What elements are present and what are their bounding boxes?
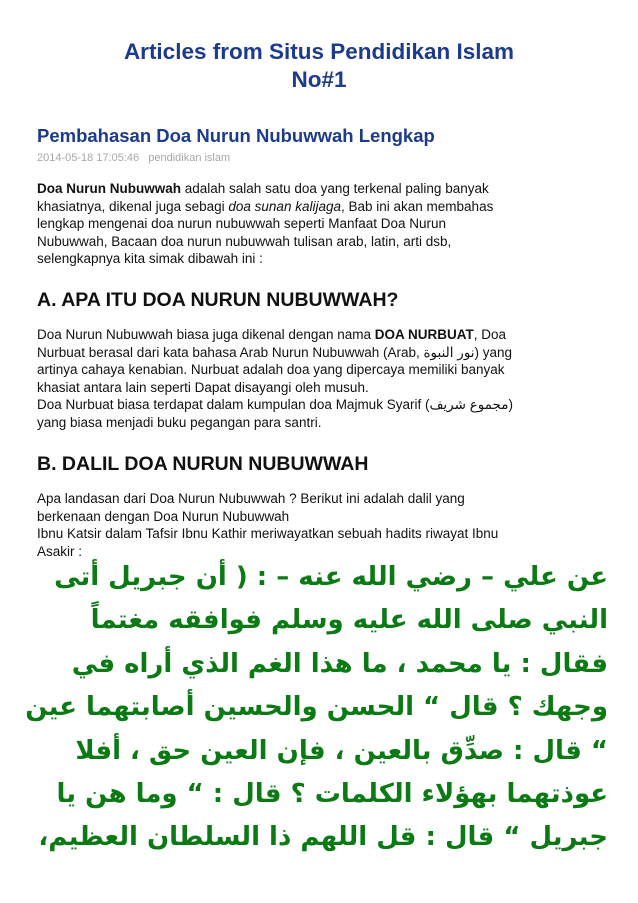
intro-line-4: Nubuwwah, Bacaan doa nurun nubuwwah tulisan arab, latin, arti dsb, xyxy=(37,233,452,249)
article-title: Pembahasan Doa Nurun Nubuwwah Lengkap xyxy=(37,125,435,146)
intro-line-2-text-b: , Bab ini akan membahas xyxy=(340,198,494,214)
section-b-line-3: Ibnu Katsir dalam Tafsir Ibnu Kathir meriwayatkan sebuah hadits riwayat Ibnu xyxy=(37,526,499,541)
arabic-line-6: عوذتهما بهؤلاء الكلمات ؟ قال : “ وما هن يا xyxy=(56,778,608,809)
intro-line-5: selengkapnya kita simak dibawah ini : xyxy=(37,251,263,266)
arabic-line-5: “ قال : صدِّق بالعين ، فإن العين حق ، أفلا xyxy=(75,735,608,766)
section-b-line-2: berkenaan dengan Doa Nurun Nubuwwah xyxy=(37,508,290,524)
intro-bold-term: Doa Nurun Nubuwwah xyxy=(37,181,181,196)
arabic-hadith-text xyxy=(25,556,608,860)
section-a-line-1 xyxy=(37,326,513,344)
section-a-line-2 xyxy=(37,344,513,362)
intro-line-3: lengkap mengenai doa nurun nubuwwah seperti Manfaat Doa Nurun xyxy=(37,216,447,231)
section-a-paragraph xyxy=(37,326,513,431)
arabic-line-7: جبريل “ قال : قل اللهم ذا السلطان العظيم، xyxy=(38,822,608,853)
section-b-line-4: Asakir : xyxy=(37,543,83,559)
document-title-line-1: Articles from Situs Pendidikan Islam xyxy=(123,39,515,64)
section-b-paragraph xyxy=(37,490,498,560)
section-a-line-3: artinya cahaya kenabian. Nurbuat adalah doa yang dipercaya memiliki banyak xyxy=(37,362,505,377)
section-a-bold-term: DOA NURBUAT xyxy=(374,327,474,342)
section-a-line-2-text-b: ) yang xyxy=(474,344,513,360)
intro-line-1-text: adalah salah satu doa yang terkenal paling banyak xyxy=(181,181,489,196)
article-meta xyxy=(37,151,230,165)
section-a-line-1-text-a: Doa Nurun Nubuwwah biasa juga dikenal dengan nama xyxy=(37,327,375,342)
section-a-line-5-text-b: ) xyxy=(508,397,513,412)
section-a-line-6: yang biasa menjadi buku pegangan para santri. xyxy=(37,414,322,430)
section-a-heading: A. APA ITU DOA NURUN NUBUWWAH? xyxy=(37,289,399,311)
intro-line-2 xyxy=(37,198,493,216)
intro-line-2-text-a: khasiatnya, dikenal juga sebagi xyxy=(37,198,229,214)
section-a-line-5 xyxy=(37,396,513,414)
document-title xyxy=(40,38,598,94)
section-a-line-2-text-a: Nurbuat berasal dari kata bahasa Arab Nurun Nubuwwah (Arab, xyxy=(37,344,424,360)
section-a-line-1-text-b: , Doa xyxy=(473,327,507,342)
arabic-line-1: عن علي – رضي الله عنه – : ( أن جبريل أتى xyxy=(54,562,608,592)
intro-paragraph xyxy=(37,180,493,268)
section-a-line-4: khasiat antara lain seperti Dapat disayangi oleh musuh. xyxy=(37,379,369,395)
arabic-line-2: النبي صلى الله عليه وسلم فوافقه مغتماً xyxy=(90,605,608,636)
section-a-arabic-term: نور النبوة xyxy=(423,344,475,360)
arabic-line-4: وجهك ؟ قال “ الحسن والحسين أصابتهما عين xyxy=(25,692,608,723)
intro-line-1 xyxy=(37,180,493,198)
section-b-heading: B. DALIL DOA NURUN NUBUWWAH xyxy=(37,453,369,475)
section-b-line-1: Apa landasan dari Doa Nurun Nubuwwah ? Berikut ini adalah dalil yang xyxy=(37,491,465,506)
arabic-line-3: فقال : يا محمد ، ما هذا الغم الذي أراه في xyxy=(71,648,608,679)
document-title-line-2: No#1 xyxy=(291,67,347,92)
article-timestamp: 2014-05-18 17:05:46 xyxy=(37,152,140,164)
section-a-line-5-text-a: Doa Nurbuat biasa terdapat dalam kumpulan doa Majmuk Syarif ( xyxy=(37,397,430,412)
article-category: pendidikan islam xyxy=(148,152,231,164)
intro-italic-term: doa sunan kalijaga xyxy=(228,198,341,214)
section-a-arabic-majmu: مجموع شريف xyxy=(429,397,509,412)
